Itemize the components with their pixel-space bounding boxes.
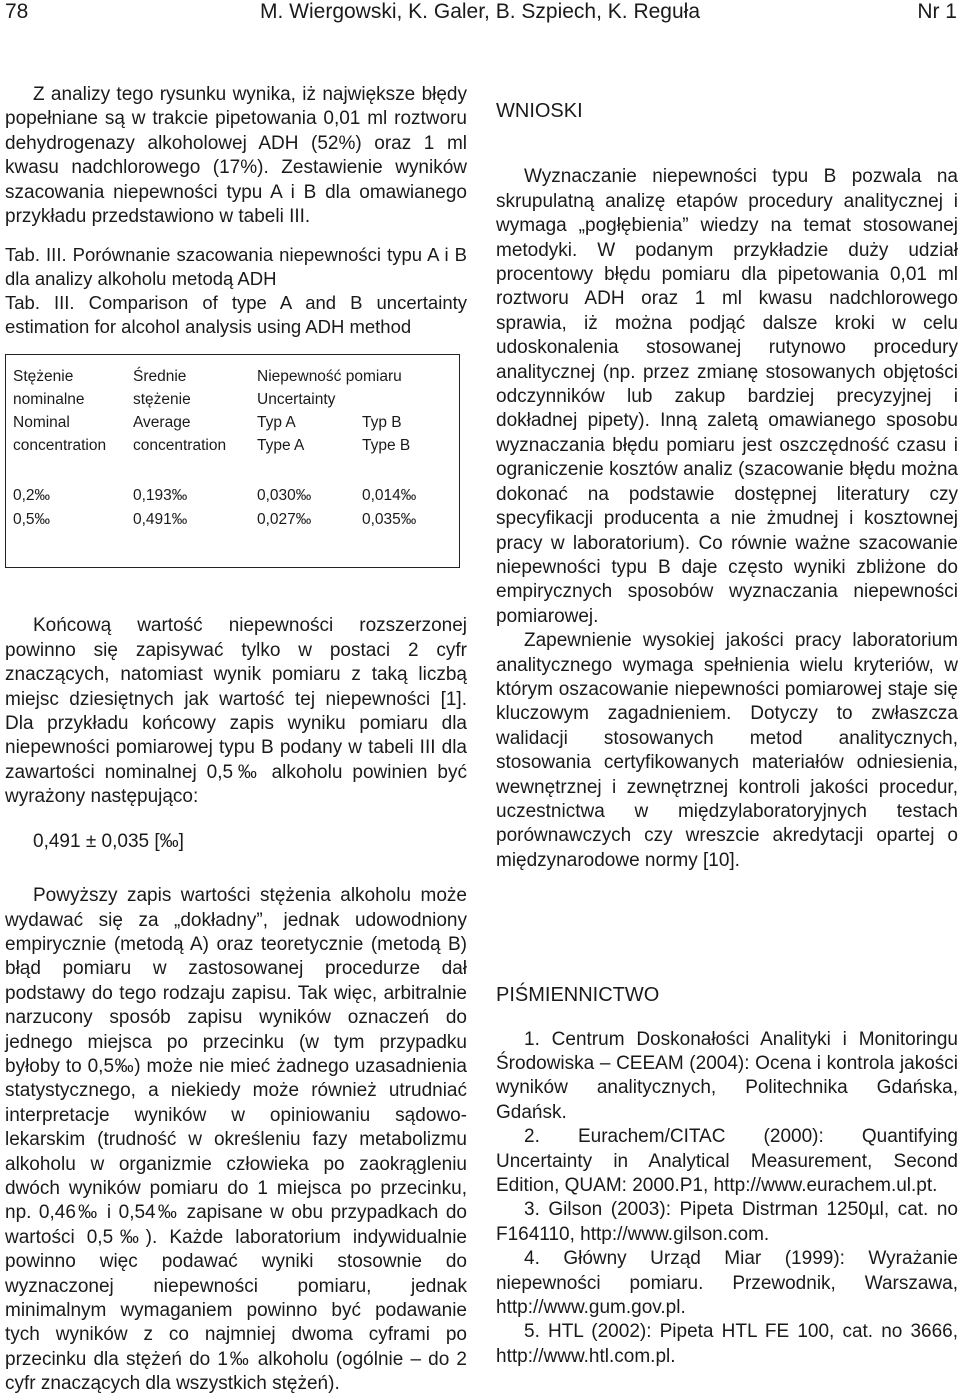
table-caption-pl: Tab. III. Porównanie szacowania niepewności typu A i B dla analizy alkoholu metodą ADH — [5, 244, 467, 290]
conclusions-heading: WNIOSKI — [496, 100, 583, 122]
conclusions-paragraph: Zapewnienie wysokiej jakości pracy laboratorium analitycznego wymaga spełnienia wielu kryteriów, w którym oszacowanie niepewności pomiarowej staje się kluczowym zagadnieniem. Dotyczy to zwłaszcza walidacji stosowanych metod analitycznych, stosowania certyfikowanych materiałów odniesienia, wewnętrznej i zewnętrznej kontroli jakości procedur, uczestnictwa w międzylaboratoryjnych testach porównawczych czy wreszcie akredytacji opartej o międzynarodowe normy [10]. — [496, 630, 958, 871]
table-header-cell: nominalne — [13, 391, 85, 409]
conclusions-paragraph: Wyznaczanie niepewności typu B pozwala na skrupulatną analizę etapów procedury analitycznej i wymaga „pogłębienia” wiedzy na temat stosowanej metodyki. W podanym przykładzie duży udział procentowy błędu pomiaru dla pipetowania 0,01 ml roztworu ADH oraz 1 ml kwasu nadchlorowego sprawia, iż można podjąć dalsze kroki w celu udoskonalenia stosowanej rutynowo procedury analitycznej (np. przez zmianę stosowanych objętości odczynników lub zakup bardziej precyzyjnej i dokładnej pipety). Inną zaletą omawianego sposobu wyznaczania błędu pomiaru jest oszczędność czasu i ograniczenie kosztów analiz (szacowanie błędu można dokonać na podstawie dostępnej literatury czy specyfikacji producenta a nie żmudnej i kosztownej pracy w laboratorium). Co równie ważne szacowanie niepewności typu B daje często wyniki zbliżone do empirycznych sposobów wyznaczania niepewności pomiarowej. — [496, 166, 958, 627]
table-header-cell: Typ A — [257, 414, 296, 432]
table-header-cell: concentration — [133, 437, 227, 455]
table-header-cell: Nominal — [13, 414, 70, 432]
table-cell: 0,491‰ — [133, 511, 188, 529]
table-caption-en: Tab. III. Comparison of type A and B uncertainty estimation for alcohol analysis using ADH method — [5, 292, 467, 338]
reference-item: 3. Gilson (2003): Pipeta Distrman 1250µl, cat. no F164110, http://www.gilson.com. — [496, 1199, 958, 1245]
reference-item: 5. HTL (2002): Pipeta HTL FE 100, cat. no 3666, http://www.htl.com.pl. — [496, 1321, 958, 1367]
table-header-cell: stężenie — [133, 391, 191, 409]
table-cell: 0,5‰ — [13, 511, 51, 529]
reference-item: 2. Eurachem/CITAC (2000): Quantifying Uncertainty in Analytical Measurement, Second Edition, QUAM: 2000.P1, http://www.eurachem.ul.pt. — [496, 1126, 958, 1197]
result-formula: 0,491 ± 0,035 [‰] — [33, 830, 184, 852]
table-cell: 0,027‰ — [257, 511, 312, 529]
body-paragraph: Powyższy zapis wartości stężenia alkoholu może wydawać się za „dokładny”, jednak udowodniony empirycznie (metodą A) oraz teoretycznie (metodą B) błąd pomiaru w zastosowanej procedurze dał podstawy do tego rodzaju zapisu. Tak więc, arbitralnie narzucony sposób zapisu wyników oznaczeń do jednego miejsca po przecinku (w tym przypadku byłoby to 0,5‰) może nie mieć żadnego uzasadnienia statystycznego, a niekiedy może również utrudniać interpretacje wyników w opiniowaniu sądowo-lekarskim (trudność w określeniu fazy metabolizmu alkoholu w organizmie człowieka po zaokrągleniu dwóch wyników pomiaru do 1 miejsca po przecinku, np. 0,46‰ i 0,54‰ zapisane w obu przypadkach do wartości 0,5‰). Każde laboratorium indywidualnie powinno więc podawać wyniki stosownie do wyznaczonej niepewności pomiaru, jednak minimalnym wymaganiem powinno być podawanie tych wyników z co najmniej dwoma cyframi po przecinku dla stężeń do 1‰ alkoholu (ogólnie – do 2 cyfr znaczących dla wszystkich stężeń). — [5, 885, 467, 1395]
issue-number: Nr 1 — [917, 0, 957, 23]
page-number: 78 — [5, 0, 29, 23]
table-header-cell: Średnie — [133, 368, 187, 386]
table-cell: 0,014‰ — [362, 487, 417, 505]
table-header-cell: Stężenie — [13, 368, 74, 386]
references-heading: PIŚMIENNICTWO — [496, 984, 660, 1007]
table-header-cell: Niepewność pomiaru — [257, 368, 402, 386]
table-header-cell: Average — [133, 414, 191, 432]
table-cell: 0,030‰ — [257, 487, 312, 505]
table-header-cell: Type B — [362, 437, 411, 455]
reference-item: 1. Centrum Doskonałości Analityki i Monitoringu Środowiska – CEEAM (2004): Ocena i kontrola jakości wyników analitycznych, Politechnika Gdańska, Gdańsk. — [496, 1028, 958, 1123]
references-list — [496, 1028, 958, 1370]
running-title: M. Wiergowski, K. Galer, B. Szpiech, K. Reguła — [260, 0, 700, 23]
body-paragraph: Końcową wartość niepewności rozszerzonej powinno się zapisywać tylko w postaci 2 cyfr znaczących, natomiast wynik pomiaru z taką liczbą miejsc dziesiętnych jak wartość tej niepewności [1]. Dla przykładu końcowy zapis wyniku pomiaru dla niepewności pomiarowej typu B podany w tabeli III dla zawartości nominalnej 0,5‰ alkoholu powinien być wyrażony następująco: — [5, 615, 467, 808]
table-header-cell: concentration — [13, 437, 107, 455]
right-column — [496, 99, 958, 1369]
uncertainty-table — [5, 354, 460, 568]
table-cell: 0,035‰ — [362, 511, 417, 529]
intro-paragraph: Z analizy tego rysunku wynika, iż największe błędy popełniane są w trakcie pipetowania 0,01 ml roztworu dehydrogenazy alkoholowej ADH (52%) oraz 1 ml kwasu nadchlorowego (17%). Zestawienie wyników szacowania niepewności typu A i B dla omawianego przykładu przedstawiono w tabeli III. — [5, 84, 467, 228]
table-header-cell: Type A — [257, 437, 305, 455]
table-cell: 0,193‰ — [133, 487, 188, 505]
reference-item: 4. Główny Urząd Miar (1999): Wyrażanie niepewności pomiaru. Przewodnik, Warszawa, http://www.gum.gov.pl. — [496, 1248, 958, 1319]
table-cell: 0,2‰ — [13, 487, 51, 505]
table-header-cell: Typ B — [362, 414, 402, 432]
table-header-cell: Uncertainty — [257, 391, 336, 409]
page-header — [0, 0, 960, 30]
left-column — [5, 83, 467, 1397]
